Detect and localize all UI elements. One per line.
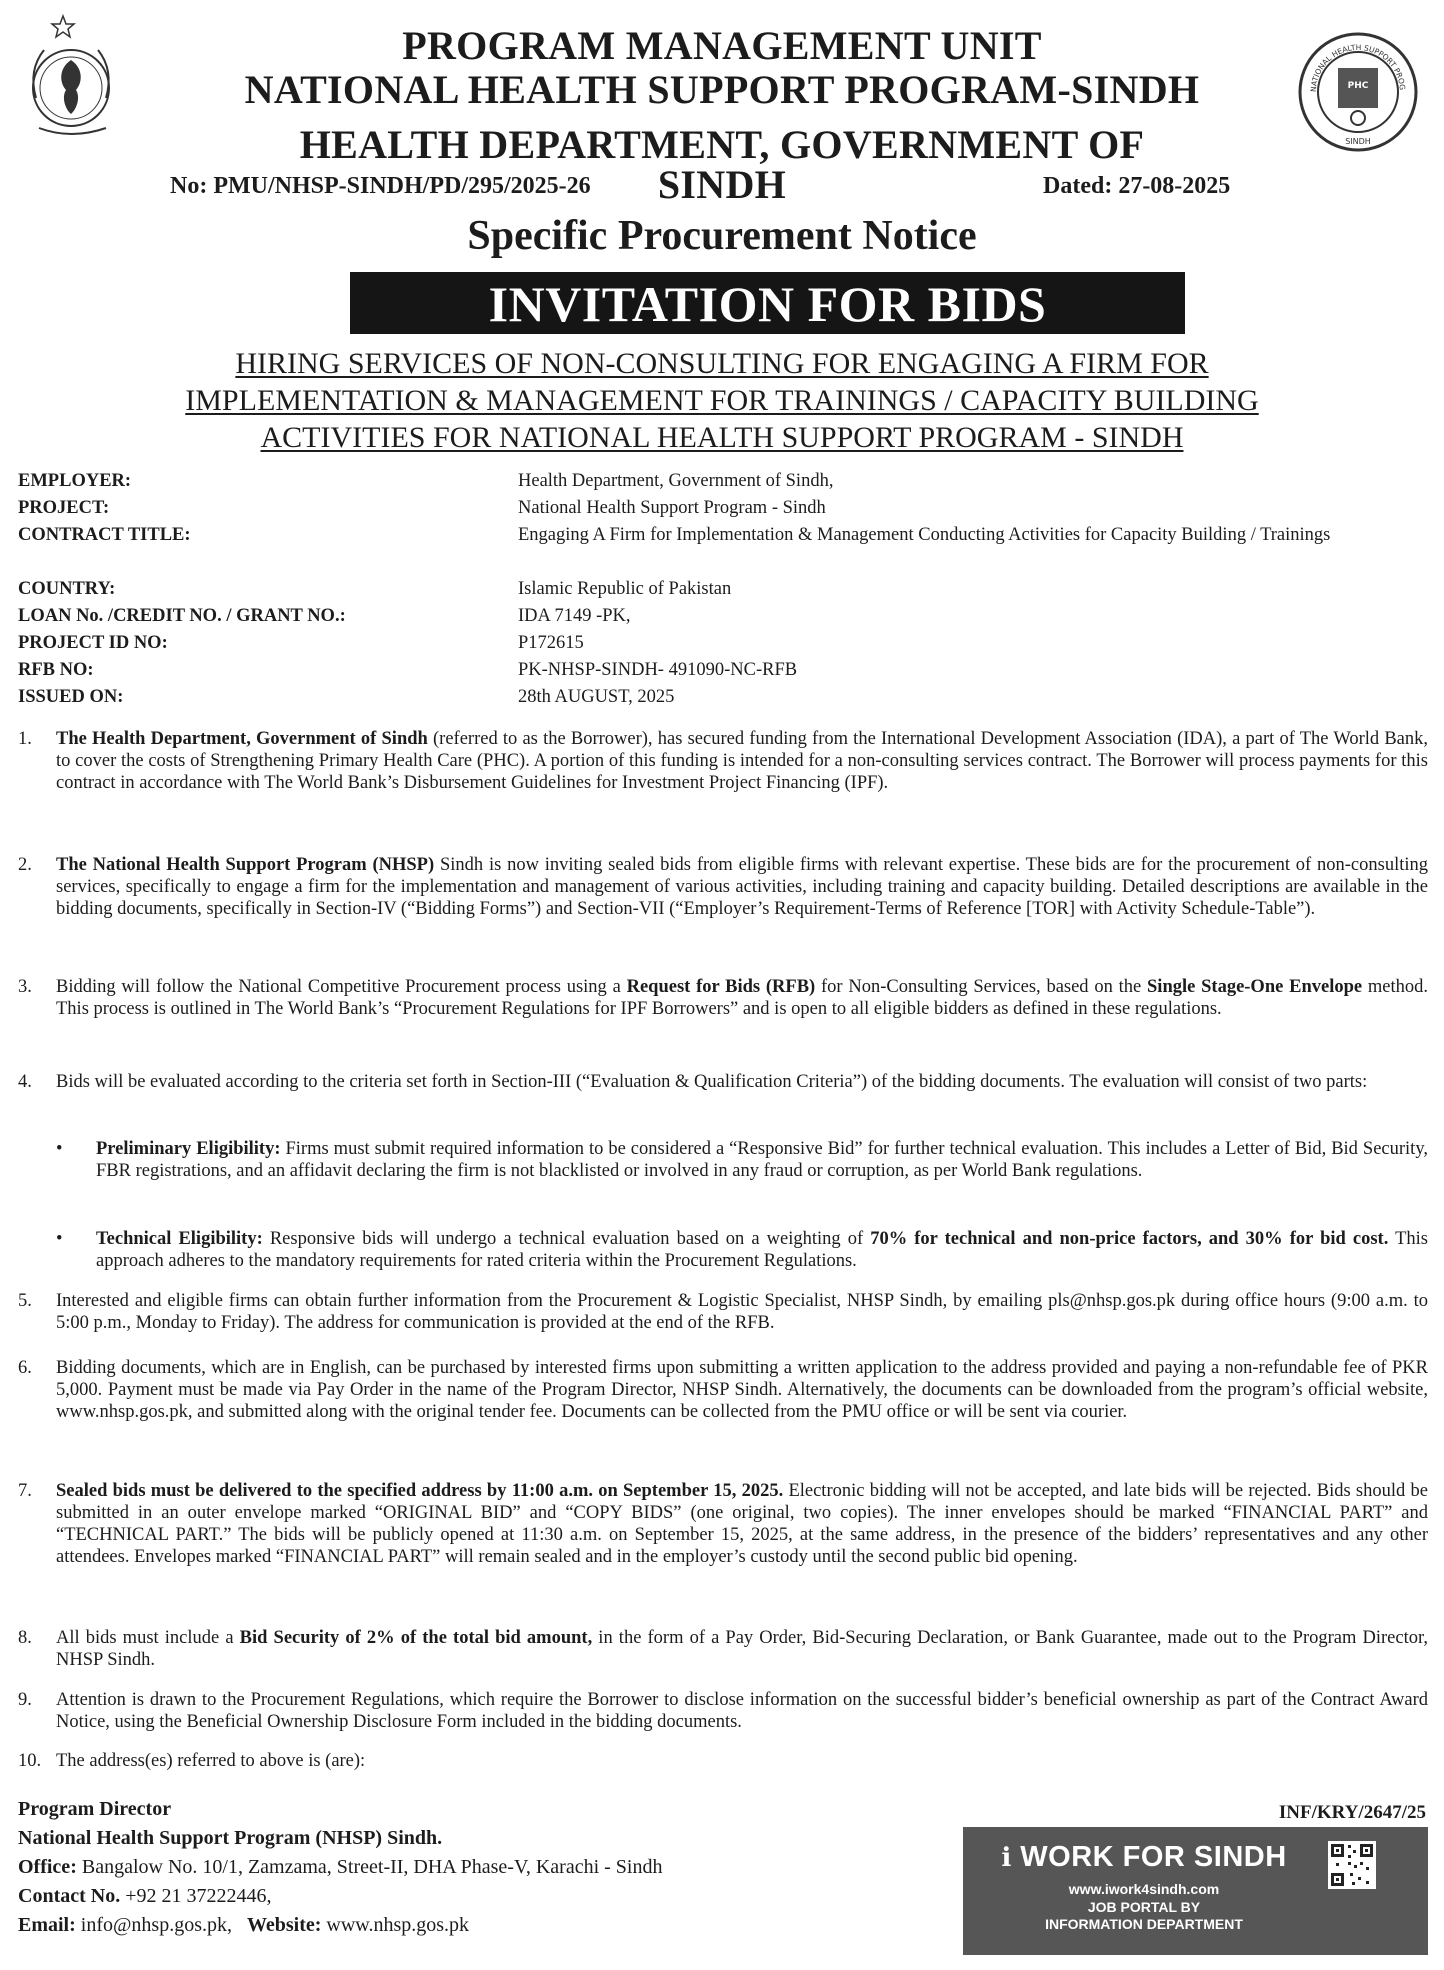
subject-line-3: ACTIVITIES FOR NATIONAL HEALTH SUPPORT PROGRAM - SINDH xyxy=(260,421,1184,454)
nhsp-sindh-seal xyxy=(1296,30,1420,154)
info-value: 28th AUGUST, 2025 xyxy=(518,687,675,707)
info-label: EMPLOYER: xyxy=(18,471,132,491)
badge-caption-line-2: INFORMATION DEPARTMENT xyxy=(1045,1916,1243,1932)
footer-address-block xyxy=(18,1795,662,1940)
sindh-government-emblem xyxy=(14,10,144,140)
paragraph-text xyxy=(56,854,1428,920)
contact-number: +92 21 37222446, xyxy=(120,1885,272,1907)
info-value: Engaging A Firm for Implementation & Management Conducting Activities for Capacity Building / Trainings xyxy=(518,525,1331,545)
paragraph-bold: Request for Bids (RFB) xyxy=(626,977,816,997)
paragraph-body: Attention is drawn to the Procurement Regulations, which require the Borrower to disclose information on the successful bidder’s beneficial ownership as part of the Contract Award Notice, using the Beneficial Ownership Disclosure Form included in the bidding documents. xyxy=(56,1690,1428,1732)
header-line-3: HEALTH DEPARTMENT, GOVERNMENT OF SINDH xyxy=(299,122,1145,207)
website-link[interactable]: www.nhsp.gos.pk xyxy=(321,1914,470,1936)
footer-contact xyxy=(18,1882,662,1911)
seal-phc-text: PHC xyxy=(1347,81,1369,91)
invitation-banner: INVITATION FOR BIDS xyxy=(350,272,1185,334)
info-value: Health Department, Government of Sindh, xyxy=(518,471,834,491)
paragraph-number: 1. xyxy=(18,729,32,749)
paragraph-body: Bids will be evaluated according to the criteria set forth in Section-III (“Evaluation & Qualification Criteria”) of the bidding documents. The evaluation will consist of two parts: xyxy=(56,1072,1368,1092)
subject-line-2: IMPLEMENTATION & MANAGEMENT FOR TRAININGS / CAPACITY BUILDING xyxy=(185,384,1259,417)
paragraph-body: Electronic bidding will not be accepted, and late bids will be rejected. Bids should be submitted in an outer envelope marked “ORIGINAL BID” and “COPY BIDS” (one original, two copies). The inner envelopes should be marked “FINANCIAL PART” and “TECHNICAL PART.” The bids will be publicly opened at 11:30 a.m. on September 15, 2025, at the same address, in the presence of the bidders’ representatives and any other attendees. Envelopes marked “FINANCIAL PART” will remain sealed and in the employer’s custody until the second public bid opening. xyxy=(56,1481,1428,1567)
footer-org: National Health Support Program (NHSP) Sindh. xyxy=(18,1827,443,1849)
badge-title xyxy=(979,1841,1309,1874)
advertisement-ref-code: INF/KRY/2647/25 xyxy=(1278,1802,1426,1823)
dated: Dated: 27-08-2025 xyxy=(1043,173,1231,199)
info-value: National Health Support Program - Sindh xyxy=(518,498,826,518)
footer-office xyxy=(18,1853,662,1882)
bullet-body: This approach adheres to the mandatory requirements for rated criteria within the Procurement Regulations. xyxy=(96,1229,1428,1271)
seal-sindh-text: SINDH xyxy=(1345,137,1371,146)
info-label: CONTRACT TITLE: xyxy=(18,525,191,545)
paragraph-number: 2. xyxy=(18,855,32,875)
paragraph-body: Sindh is now inviting sealed bids from eligible firms with relevant expertise. These bids are for the procurement of non-consulting services, specifically to engage a firm for the implementation and management of various activities, including training and capacity building. Detailed descriptions are available in the bidding documents, specifically in Section-IV (“Bidding Forms”) and Section-VII (“Employer’s Requirement-Terms of Reference [TOR] with Activity Schedule-Table”). xyxy=(56,855,1428,919)
info-label: ISSUED ON: xyxy=(18,687,124,707)
footer-title: Program Director xyxy=(18,1798,172,1820)
paragraph-number: 8. xyxy=(18,1628,32,1648)
email-link[interactable]: info@nhsp.gos.pk, xyxy=(75,1914,232,1936)
info-label: COUNTRY: xyxy=(18,579,116,599)
header-line-1: PROGRAM MANAGEMENT UNIT xyxy=(402,23,1042,68)
paragraph-number: 10. xyxy=(18,1751,42,1771)
header-line-2: NATIONAL HEALTH SUPPORT PROGRAM-SINDH xyxy=(244,67,1200,112)
paragraph-body: in the form of a Pay Order, Bid-Securing Declaration, or Bank Guarantee, made out to the Program Director, NHSP Sindh. xyxy=(56,1628,1428,1670)
contact-label: Contact No. xyxy=(18,1885,121,1907)
info-value: IDA 7149 -PK, xyxy=(518,606,631,626)
info-label: LOAN No. /CREDIT NO. / GRANT NO.: xyxy=(18,606,346,626)
info-value: PK-NHSP-SINDH- 491090-NC-RFB xyxy=(518,660,798,680)
footer-email-website xyxy=(18,1911,662,1940)
info-label: PROJECT ID NO: xyxy=(18,633,168,653)
seal-arc-text: NATIONAL HEALTH SUPPORT PROG xyxy=(1308,42,1408,93)
paragraph-body: method. This process is outlined in The World Bank’s “Procurement Regulations for IPF Borrowers” and is open to all eligible bidders as defined in these regulations. xyxy=(56,977,1428,1019)
paragraph-text xyxy=(56,728,1428,794)
paragraph-number: 3. xyxy=(18,977,32,997)
paragraph-body: Bidding will follow the National Competitive Procurement process using a xyxy=(56,977,627,997)
bullet-body: Responsive bids will undergo a technical evaluation based on a weighting of xyxy=(262,1229,871,1249)
badge-url[interactable]: www.iwork4sindh.com xyxy=(1068,1881,1220,1897)
bullet-bold: Technical Eligibility: xyxy=(96,1229,263,1249)
paragraph-bold: Bid Security of 2% of the total bid amount, xyxy=(239,1628,593,1648)
paragraph-number: 5. xyxy=(18,1291,32,1311)
paragraph-number: 9. xyxy=(18,1690,32,1710)
paragraph-number: 7. xyxy=(18,1481,32,1501)
tender-subject xyxy=(90,345,1354,456)
office-label: Office: xyxy=(18,1856,77,1878)
bullet-text xyxy=(96,1138,1428,1182)
paragraph-text xyxy=(56,976,1428,1020)
paragraph-body: for Non-Consulting Services, based on the xyxy=(815,977,1148,997)
info-value: P172615 xyxy=(518,633,584,653)
paragraph-text xyxy=(56,1480,1428,1568)
info-label: RFB NO: xyxy=(18,660,94,680)
badge-caption-line-1: JOB PORTAL BY xyxy=(1087,1899,1201,1915)
website-label: Website: xyxy=(246,1914,322,1936)
reference-number: No: PMU/NHSP-SINDH/PD/295/2025-26 xyxy=(170,173,591,199)
bullet-dot: • xyxy=(56,1139,63,1159)
paragraph-body: (referred to as the Borrower), has secured funding from the International Development Association (IDA), a part of The World Bank, to cover the costs of Strengthening Primary Health Care (PHC). A portion of this funding is intended for a non-consulting services contract. The Borrower will process payments for this contract in accordance with The World Bank’s Disbursement Guidelines for Investment Project Financing (IPF). xyxy=(56,729,1428,793)
person-icon: ℹ xyxy=(1001,1842,1012,1872)
paragraph-number: 6. xyxy=(18,1358,32,1378)
subject-line-1: HIRING SERVICES OF NON-CONSULTING FOR ENGAGING A FIRM FOR xyxy=(235,347,1209,380)
paragraph-body: Bidding documents, which are in English, can be purchased by interested firms upon submitting a written application to the address provided and paying a non-refundable fee of PKR 5,000. Payment must be made via Pay Order in the name of the Program Director, NHSP Sindh. Alternatively, the documents can be downloaded from the program’s official website, www.nhsp.gos.pk, and submitted along with the original tender fee. Documents can be collected from the PMU office or will be sent via courier. xyxy=(56,1358,1428,1422)
office-address: Bangalow No. 10/1, Zamzama, Street-II, DHA Phase-V, Karachi - Sindh xyxy=(76,1856,663,1878)
paragraph-bold: The Health Department, Government of Sindh xyxy=(56,729,428,749)
paragraph-number: 4. xyxy=(18,1072,32,1092)
email-label: Email: xyxy=(18,1914,76,1936)
paragraph-text xyxy=(56,1627,1428,1671)
bullet-bold: Preliminary Eligibility: xyxy=(96,1139,281,1159)
paragraph-body: The address(es) referred to above is (are): xyxy=(56,1751,366,1771)
iwork-for-sindh-badge xyxy=(963,1827,1428,1955)
badge-caption xyxy=(979,1899,1309,1933)
paragraph-body: All bids must include a xyxy=(56,1628,240,1648)
paragraph-body: Interested and eligible firms can obtain further information from the Procurement & Logistic Specialist, NHSP Sindh, by emailing pls@nhsp.gos.pk during office hours (9:00 a.m. to 5:00 p.m., Monday to Friday). The address for communication is provided at the end of the RFB. xyxy=(56,1291,1428,1333)
notice-type: Specific Procurement Notice xyxy=(467,213,977,259)
bullet-body: Firms must submit required information to be considered a “Responsive Bid” for further technical evaluation. This includes a Letter of Bid, Bid Security, FBR registrations, and an affidavit declaring the firm is not blacklisted or involved in any fraud or corruption, as per World Bank regulations. xyxy=(96,1139,1428,1181)
paragraph-bold: Sealed bids must be delivered to the specified address by 11:00 a.m. on September 15, 2025. xyxy=(56,1481,784,1501)
bullet-dot: • xyxy=(56,1229,63,1249)
bullet-text xyxy=(96,1228,1428,1272)
qr-code-icon xyxy=(1328,1841,1376,1889)
paragraph-bold: The National Health Support Program (NHSP) xyxy=(56,855,435,875)
info-label: PROJECT: xyxy=(18,498,110,518)
info-value: Islamic Republic of Pakistan xyxy=(518,579,732,599)
bullet-bold: 70% for technical and non-price factors, and 30% for bid cost. xyxy=(870,1229,1389,1249)
badge-title-text: WORK FOR SINDH xyxy=(1020,1841,1287,1873)
paragraph-bold: Single Stage-One Envelope xyxy=(1147,977,1363,997)
